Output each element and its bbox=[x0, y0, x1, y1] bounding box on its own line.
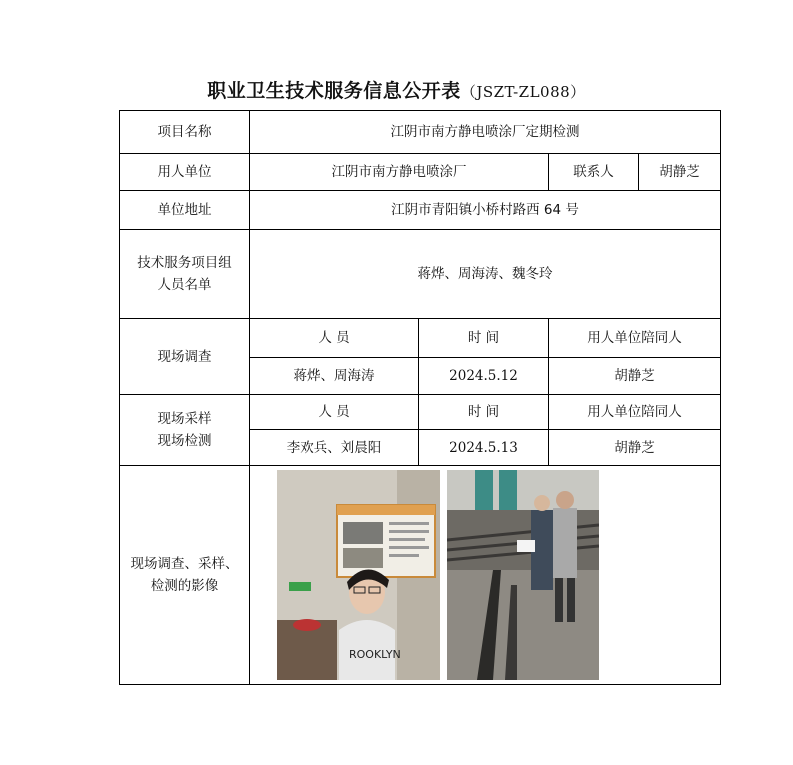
sampling-people: 李欢兵、刘晨阳 bbox=[250, 430, 419, 466]
row-survey-header bbox=[120, 319, 721, 358]
survey-escort: 胡静芝 bbox=[549, 358, 721, 395]
photo-worker-notice-board bbox=[277, 470, 440, 680]
sampling-label-line2: 现场检测 bbox=[157, 433, 212, 449]
address-label: 单位地址 bbox=[120, 191, 250, 230]
survey-col-escort: 用人单位陪同人 bbox=[549, 319, 721, 358]
contact-value: 胡静芝 bbox=[639, 154, 721, 191]
sampling-label-line1: 现场采样 bbox=[157, 411, 212, 427]
photo-factory-pipes bbox=[447, 470, 599, 680]
contact-label: 联系人 bbox=[549, 154, 639, 191]
images-label bbox=[120, 466, 250, 685]
doc-code: （JSZT-ZL088） bbox=[460, 83, 586, 101]
survey-time: 2024.5.12 bbox=[419, 358, 549, 395]
svg-text:ROOKLYN: ROOKLYN bbox=[349, 648, 401, 661]
employer-value: 江阴市南方静电喷涂厂 bbox=[250, 154, 549, 191]
row-sampling-header bbox=[120, 395, 721, 430]
address-value: 江阴市青阳镇小桥村路西 64 号 bbox=[250, 191, 721, 230]
employer-label: 用人单位 bbox=[120, 154, 250, 191]
row-team bbox=[120, 230, 721, 319]
row-address bbox=[120, 191, 721, 230]
sampling-col-time: 时 间 bbox=[419, 395, 549, 430]
team-value: 蒋烨、周海涛、魏冬玲 bbox=[250, 230, 721, 319]
title-text: 职业卫生技术服务信息公开表 bbox=[207, 80, 461, 102]
survey-col-time: 时 间 bbox=[419, 319, 549, 358]
team-label-line2: 人员名单 bbox=[157, 277, 212, 293]
row-images bbox=[120, 466, 721, 685]
sampling-col-people: 人 员 bbox=[250, 395, 419, 430]
survey-label: 现场调查 bbox=[120, 319, 250, 395]
sampling-time: 2024.5.13 bbox=[419, 430, 549, 466]
row-project bbox=[120, 111, 721, 154]
images-cell bbox=[250, 466, 721, 685]
sampling-col-escort: 用人单位陪同人 bbox=[549, 395, 721, 430]
survey-col-people: 人 员 bbox=[250, 319, 419, 358]
images-label-line1: 现场调查、采样、 bbox=[130, 556, 239, 572]
images-label-line2: 检测的影像 bbox=[150, 578, 219, 594]
team-label bbox=[120, 230, 250, 319]
sampling-escort: 胡静芝 bbox=[549, 430, 721, 466]
project-label: 项目名称 bbox=[120, 111, 250, 154]
project-value: 江阴市南方静电喷涂厂定期检测 bbox=[250, 111, 721, 154]
team-label-line1: 技术服务项目组 bbox=[137, 255, 232, 271]
survey-people: 蒋烨、周海涛 bbox=[250, 358, 419, 395]
row-employer bbox=[120, 154, 721, 191]
page-title bbox=[0, 76, 793, 103]
sampling-label bbox=[120, 395, 250, 466]
info-table bbox=[119, 110, 721, 685]
